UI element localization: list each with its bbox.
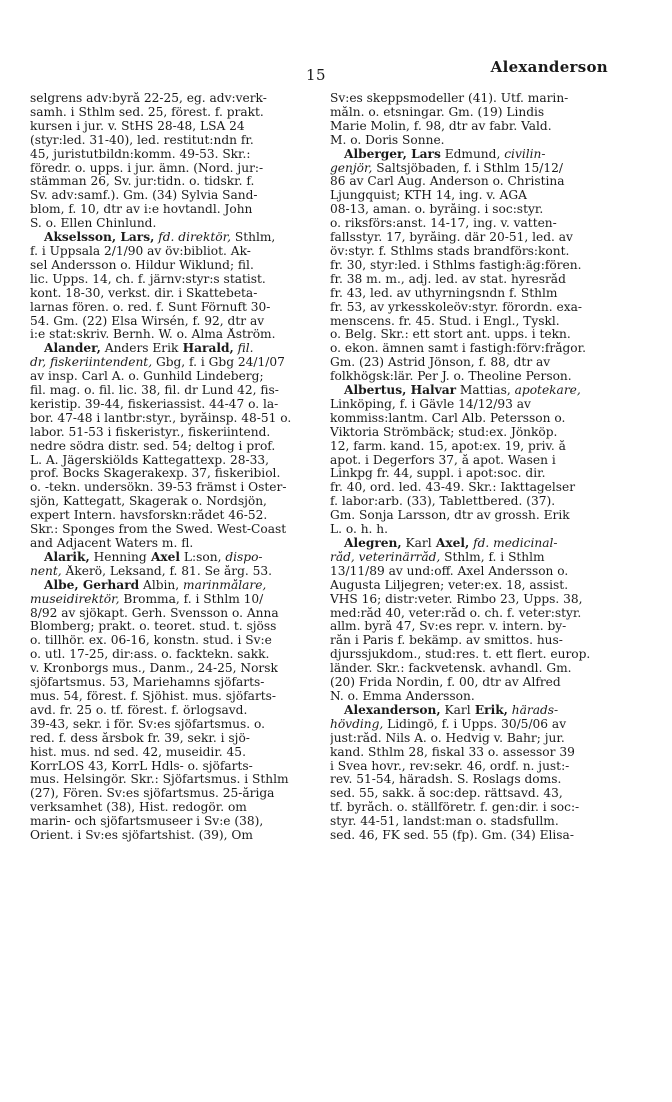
right-column: [330, 92, 618, 843]
entry-text: fr. 30, styr:led. i Sthlms fastigh:äg:fören.: [330, 258, 582, 272]
text-line: [330, 231, 618, 245]
entry-text: Sthlm, f. i Sthlm: [440, 550, 545, 564]
text-line: [30, 787, 318, 801]
entry-title: dispo-: [221, 550, 263, 564]
entry-title: fd. direktör,: [154, 231, 231, 245]
entry-text: 12, farm. kand. 15, apot:ex. 19, priv. å: [330, 439, 566, 453]
text-line: [30, 203, 318, 217]
text-line: [330, 412, 618, 426]
entry-text: KorrLÖS 43, KorrL Hdls- o. sjöfarts-: [30, 759, 253, 773]
text-line: [330, 245, 618, 259]
entry-text: kursen i jur. v. StHS 28-48, LSA 24: [30, 119, 245, 133]
entry-title: råd, veterinärråd,: [330, 550, 441, 564]
text-line: [30, 495, 318, 509]
left-column: [30, 92, 318, 843]
entry-text: 8/92 av sjökapt. Gerh. Svensson o. Anna: [30, 606, 279, 620]
entry-text: o. utl. 17-25, dir:ass. o. facktekn. sakk.: [30, 648, 270, 662]
entry-text: fr. 43, led. av uthyrningsndn f. Sthlm: [330, 286, 558, 300]
entry-text: f. i Uppsala 2/1/90 av öv:bibliot. Ak-: [30, 244, 251, 258]
entry-text: länder. Skr.: fackvetensk. avhandl. Gm.: [330, 662, 572, 676]
entry-text: verksamhet (38), Hist. redogör. om: [30, 801, 247, 815]
entry-text: 54. Gm. (22) Elsa Wirsén, f. 92, dtr av: [30, 314, 265, 328]
entry-text: Karl: [440, 703, 471, 717]
entry-title: nent,: [30, 564, 62, 578]
entry-text: kommiss:lantm. Carl Alb. Petersson o.: [330, 411, 566, 425]
text-line: [30, 301, 318, 315]
text-line: [330, 356, 618, 370]
running-head: Alexanderson: [490, 58, 608, 76]
entry-text: blom, f. 10, dtr av i:e hovtandl. John: [30, 203, 253, 217]
entry-title: museidirektör,: [30, 592, 120, 606]
entry-text: Skr.: Sponges from the Swed. West-Coast: [30, 523, 287, 537]
text-line: [330, 815, 618, 829]
text-line: [330, 787, 618, 801]
text-line: [30, 704, 318, 718]
text-line: [330, 134, 618, 148]
text-line: [330, 384, 618, 398]
entry-name: Axel,: [431, 537, 470, 550]
entry-text: sjön, Kattegatt, Skagerak o. Nordsjön,: [30, 495, 267, 509]
entry-text: Albin,: [139, 578, 180, 592]
entry-text: Marie Molin, f. 98, dtr av fabr. Vald.: [330, 119, 552, 133]
entry-text: M. o. Doris Sonne.: [330, 133, 445, 147]
entry-text: VHS 16; distr:veter. Rimbo 23, Upps. 38,: [330, 592, 583, 606]
entry-text: fr. 38 m. m., adj. led. av stat. hyresråd: [330, 272, 566, 286]
entry-text: v. Kronborgs mus., Danm., 24-25, Norsk: [30, 662, 278, 676]
text-line: [330, 760, 618, 774]
entry-text: o. tillhör. ex. 06-16, konstn. stud. i Sv:e: [30, 634, 272, 648]
text-line: [330, 342, 618, 356]
text-line: [30, 829, 318, 843]
entry-name: Alegren,: [344, 537, 402, 550]
entry-text: apot. i Degerfors 37, å apot. Wasen i: [330, 453, 556, 467]
text-line: [330, 92, 618, 106]
entry-text: labor. 51-53 i fiskeristyr., fiskeriintend.: [30, 425, 271, 439]
text-line: [30, 551, 318, 565]
text-line: [330, 175, 618, 189]
entry-text: Bromma, f. i Sthlm 10/: [119, 592, 264, 606]
text-line: [330, 120, 618, 134]
text-line: [30, 92, 318, 106]
text-line: [330, 467, 618, 481]
entry-text: avd. fr. 25 o. tf. förest. f. örlogsavd.: [30, 703, 248, 717]
text-line: [30, 732, 318, 746]
text-line: [30, 620, 318, 634]
entry-text: o. ekon. ämnen samt i fastigh:förv:frågor.: [330, 342, 586, 356]
entry-text: Gbg, f. i Gbg 24/1/07: [152, 356, 285, 370]
text-line: [30, 579, 318, 593]
entry-text: o. -tekn. undersökn. 39-53 främst i Öster-: [30, 481, 287, 495]
entry-text: N. o. Emma Andersson.: [330, 689, 475, 703]
entry-text: Saltsjöbaden, f. i Sthlm 15/12/: [372, 161, 563, 175]
entry-text: fallsstyr. 17, byråing. där 20-51, led. av: [330, 231, 573, 245]
text-line: [330, 718, 618, 732]
entry-text: mus. 54, förest. f. Sjöhist. mus. sjöfarts-: [30, 689, 277, 703]
entry-name: Axel: [146, 550, 181, 564]
text-line: [30, 384, 318, 398]
text-line: [330, 481, 618, 495]
text-line: [30, 356, 318, 370]
entry-text: Sv. adv:samf.). Gm. (34) Sylvia Sand-: [30, 189, 258, 203]
entry-text: Mattias,: [456, 384, 511, 398]
entry-title: civilin-: [500, 147, 546, 161]
entry-text: Orient. i Sv:es sjöfartshist. (39), Om: [30, 829, 253, 843]
entry-text: Ljungquist; KTH 14, ing. v. AGA: [330, 189, 527, 203]
entry-text: öv:styr. f. Sthlms stads brandförs:kont.: [330, 244, 570, 258]
text-line: [30, 760, 318, 774]
text-line: [30, 259, 318, 273]
text-line: [330, 773, 618, 787]
text-line: [330, 148, 618, 162]
entry-title: dr, fiskeriintendent,: [30, 356, 153, 370]
entry-text: Gm. (23) Astrid Jönson, f. 88, dtr av: [330, 356, 551, 370]
entry-text: rev. 51-54, häradsh. S. Roslags doms.: [330, 773, 562, 787]
text-line: [30, 287, 318, 301]
entry-text: tf. byråch. o. ställföretr. f. gen:dir. i soc:-: [330, 801, 580, 815]
entry-name: Harald,: [178, 342, 234, 356]
entry-name: Akselsson, Lars,: [44, 231, 155, 245]
text-line: [30, 454, 318, 468]
text-line: [330, 315, 618, 329]
entry-title: genjör,: [330, 161, 373, 175]
entry-title: fd. medicinal-: [469, 537, 558, 550]
entry-text: red. f. dess årsbok fr. 39, sekr. i sjö-: [30, 731, 250, 745]
text-line: [330, 189, 618, 203]
entry-name: Albertus, Halvar: [344, 384, 457, 398]
entry-name: Albe, Gerhard: [44, 578, 140, 592]
text-line: [330, 551, 618, 565]
text-line: [30, 148, 318, 162]
entry-text: sjöfartsmus. 53, Mariehamns sjöfarts-: [30, 676, 265, 690]
text-line: [330, 523, 618, 537]
text-line: [330, 829, 618, 843]
text-line: [30, 815, 318, 829]
entry-text: lic. Upps. 14, ch. f. järnv:styr:s statist.: [30, 272, 266, 286]
text-line: [30, 120, 318, 134]
entry-text: prof. Bocks Skagerakexp. 37, fiskeribiol.: [30, 467, 281, 481]
text-line: [330, 607, 618, 621]
entry-text: expert Intern. havsforskn:rådet 46-52.: [30, 509, 268, 523]
entry-text: L. A. Jägerskiölds Kattegattexp. 28-33,: [30, 453, 269, 467]
entry-text: S. o. Ellen Chinlund.: [30, 217, 157, 231]
entry-text: fr. 53, av yrkesskoleöv:styr. förordn. exa-: [330, 300, 582, 314]
entry-text: selgrens adv:byrå 22-25, eg. adv:verk-: [30, 92, 267, 105]
entry-text: 08-13, aman. o. byråing. i soc:styr.: [330, 203, 544, 217]
entry-text: Sv:es skeppsmodeller (41). Utf. marin-: [330, 92, 569, 105]
entry-text: kand. Sthlm 28, fiskal 33 o. assessor 39: [330, 745, 575, 759]
entry-text: 45, juristutbildn:komm. 49-53. Skr.:: [30, 147, 251, 161]
entry-text: Gm. Sonja Larsson, dtr av grossh. Erik: [330, 509, 570, 523]
text-line: [30, 565, 318, 579]
text-line: [330, 259, 618, 273]
entry-text: Linkpg fr. 44, suppl. i apot:soc. dir.: [330, 467, 546, 481]
entry-text: larnas fören. o. red. f. Sunt Förnuft 30-: [30, 300, 271, 314]
text-line: [30, 370, 318, 384]
entry-text: (27), Fören. Sv:es sjöfartsmus. 25-åriga: [30, 787, 275, 801]
entry-text: allm. byrå 47, Sv:es repr. v. intern. by-: [330, 620, 567, 634]
text-line: [30, 231, 318, 245]
entry-name: Alexanderson,: [344, 703, 441, 717]
text-line: [30, 607, 318, 621]
text-line: [330, 662, 618, 676]
entry-name: Alarik,: [44, 550, 90, 564]
entry-text: rån i Paris f. bekämp. av smittos. hus-: [330, 634, 563, 648]
entry-text: marin- och sjöfartsmuseer i Sv:e (38),: [30, 815, 264, 829]
entry-text: 13/11/89 av und:off. Axel Andersson o.: [330, 564, 569, 578]
entry-text: o. Belg. Skr.: ett stort ant. upps. i tekn.: [330, 328, 571, 342]
entry-text: Edmund,: [440, 147, 501, 161]
text-line: [30, 175, 318, 189]
text-line: [30, 690, 318, 704]
entry-name: Alander,: [44, 342, 101, 356]
text-line: [30, 676, 318, 690]
text-line: [330, 495, 618, 509]
entry-text: 86 av Carl Aug. Anderson o. Christina: [330, 175, 565, 189]
text-line: [30, 634, 318, 648]
entry-text: bor. 47-48 i lantbr:styr., byråinsp. 48-51 o.: [30, 411, 292, 425]
text-line: [30, 412, 318, 426]
text-line: [30, 481, 318, 495]
entry-text: Anders Erik: [100, 342, 179, 356]
entry-text: sed. 46, FK sed. 55 (fp). Gm. (34) Elisa-: [330, 829, 574, 843]
entry-text: hist. mus. nd sed. 42, museidir. 45.: [30, 745, 246, 759]
text-line: [30, 134, 318, 148]
text-line: [30, 523, 318, 537]
text-line: [330, 426, 618, 440]
entry-text: Lidingö, f. i Upps. 30/5/06 av: [383, 717, 567, 731]
entry-name: Alberger, Lars: [344, 147, 441, 161]
entry-text: sel Andersson o. Hildur Wiklund; fil.: [30, 258, 254, 272]
entry-title: marinmålare,: [179, 578, 267, 592]
text-line: [30, 273, 318, 287]
entry-text: (20) Frida Nordin, f. 00, dtr av Alfred: [330, 676, 561, 690]
text-line: [330, 106, 618, 120]
entry-title: hövding,: [330, 717, 384, 731]
entry-text: menscens. fr. 45. Stud. i Engl., Tyskl.: [330, 314, 560, 328]
entry-text: Henning: [89, 550, 147, 564]
text-line: [30, 342, 318, 356]
entry-text: fil. mag. o. fil. lic. 38, fil. dr Lund 42, fis-: [30, 384, 279, 398]
entry-title: apotekare,: [510, 384, 581, 398]
text-line: [30, 440, 318, 454]
text-line: [330, 440, 618, 454]
entry-title: fil.: [233, 342, 254, 356]
text-line: [30, 537, 318, 551]
entry-text: 39-43, sekr. i för. Sv:es sjöfartsmus. o.: [30, 717, 266, 731]
entry-text: Viktoria Strömbäck; stud:ex. Jönköp.: [330, 425, 558, 439]
text-line: [330, 370, 618, 384]
text-line: [30, 801, 318, 815]
text-line: [30, 662, 318, 676]
entry-text: L. o. h. h.: [330, 523, 389, 537]
text-line: [330, 746, 618, 760]
text-line: [330, 398, 618, 412]
entry-text: Blomberg; prakt. o. teoret. stud. t. sjöss: [30, 620, 277, 634]
entry-name: Erik,: [470, 703, 508, 717]
text-line: [30, 189, 318, 203]
entry-title: härads-: [507, 703, 559, 717]
text-line: [30, 162, 318, 176]
entry-text: stämman 26, Sv. jur:tidn. o. tidskr. f.: [30, 175, 255, 189]
entry-text: sed. 55, sakk. å soc:dep. rättsavd. 43,: [330, 787, 563, 801]
text-line: [30, 509, 318, 523]
text-line: [30, 398, 318, 412]
entry-text: Augusta Liljegren; veter:ex. 18, assist.: [330, 578, 569, 592]
entry-text: L:son,: [180, 550, 222, 564]
text-line: [30, 467, 318, 481]
entry-text: folkhögsk:lär. Per J. o. Theoline Person.: [330, 370, 572, 384]
text-line: [330, 593, 618, 607]
text-line: [30, 426, 318, 440]
text-line: [30, 773, 318, 787]
text-line: [330, 690, 618, 704]
entry-text: med:råd 40, veter:råd o. ch. f. veter:styr.: [330, 606, 582, 620]
text-line: [330, 287, 618, 301]
text-line: [330, 203, 618, 217]
entry-text: Åkerö, Leksand, f. 81. Se årg. 53.: [61, 564, 273, 578]
entry-text: av insp. Carl A. o. Gunhild Lindeberg;: [30, 370, 264, 384]
entry-text: i Svea hovr., rev:sekr. 46, ordf. n. just:-: [330, 759, 570, 773]
entry-text: and Adjacent Waters m. fl.: [30, 537, 194, 550]
text-line: [330, 537, 618, 551]
text-line: [330, 273, 618, 287]
text-line: [330, 732, 618, 746]
entry-text: i:e stat:skriv. Bernh. W. o. Alma Åström.: [30, 328, 276, 342]
text-line: [30, 217, 318, 231]
text-line: [30, 718, 318, 732]
text-line: [330, 704, 618, 718]
text-line: [30, 106, 318, 120]
entry-text: just:råd. Nils A. o. Hedvig v. Bahr; jur.: [330, 731, 565, 745]
entry-text: föredr. o. upps. i jur. ämn. (Nord. jur:-: [30, 161, 264, 175]
text-line: [330, 634, 618, 648]
entry-text: djurssjukdom., stud:res. t. ett flert. europ.: [330, 648, 591, 662]
text-line: [330, 301, 618, 315]
text-line: [330, 676, 618, 690]
entry-text: kont. 18-30, verkst. dir. i Skattebeta-: [30, 286, 258, 300]
page-number: 15: [306, 66, 327, 84]
text-line: [30, 328, 318, 342]
entry-text: keristip. 39-44, fiskeriassist. 44-47 o. la-: [30, 397, 279, 411]
text-line: [30, 746, 318, 760]
entry-text: Linköping, f. i Gävle 14/12/93 av: [330, 397, 531, 411]
entry-text: Sthlm,: [231, 231, 276, 245]
entry-text: Karl: [401, 537, 432, 550]
text-line: [330, 565, 618, 579]
entry-text: styr. 44-51, landst:man o. stadsfullm.: [330, 815, 559, 829]
text-line: [330, 620, 618, 634]
text-line: [330, 162, 618, 176]
entry-text: måln. o. etsningar. Gm. (19) Lindis: [330, 105, 545, 119]
entry-text: nedre södra distr. sed. 54; deltog i prof.: [30, 439, 276, 453]
text-line: [330, 648, 618, 662]
entry-text: (styr:led. 31-40), led. restitut:ndn fr.: [30, 133, 254, 147]
text-line: [30, 593, 318, 607]
entry-text: samh. i Sthlm sed. 25, förest. f. prakt.: [30, 105, 264, 119]
entry-text: f. labor:arb. (33), Tablettbered. (37).: [330, 495, 556, 509]
text-line: [330, 328, 618, 342]
text-line: [30, 245, 318, 259]
entry-text: o. riksförs:anst. 14-17, ing. v. vatten-: [330, 217, 557, 231]
entry-text: fr. 40, ord. led. 43-49. Skr.: Iakttagelser: [330, 481, 576, 495]
entry-text: mus. Helsingör. Skr.: Sjöfartsmus. i Sthlm: [30, 773, 289, 787]
text-line: [30, 315, 318, 329]
text-line: [330, 454, 618, 468]
text-line: [330, 801, 618, 815]
text-line: [30, 648, 318, 662]
text-line: [330, 509, 618, 523]
text-line: [330, 217, 618, 231]
text-line: [330, 579, 618, 593]
